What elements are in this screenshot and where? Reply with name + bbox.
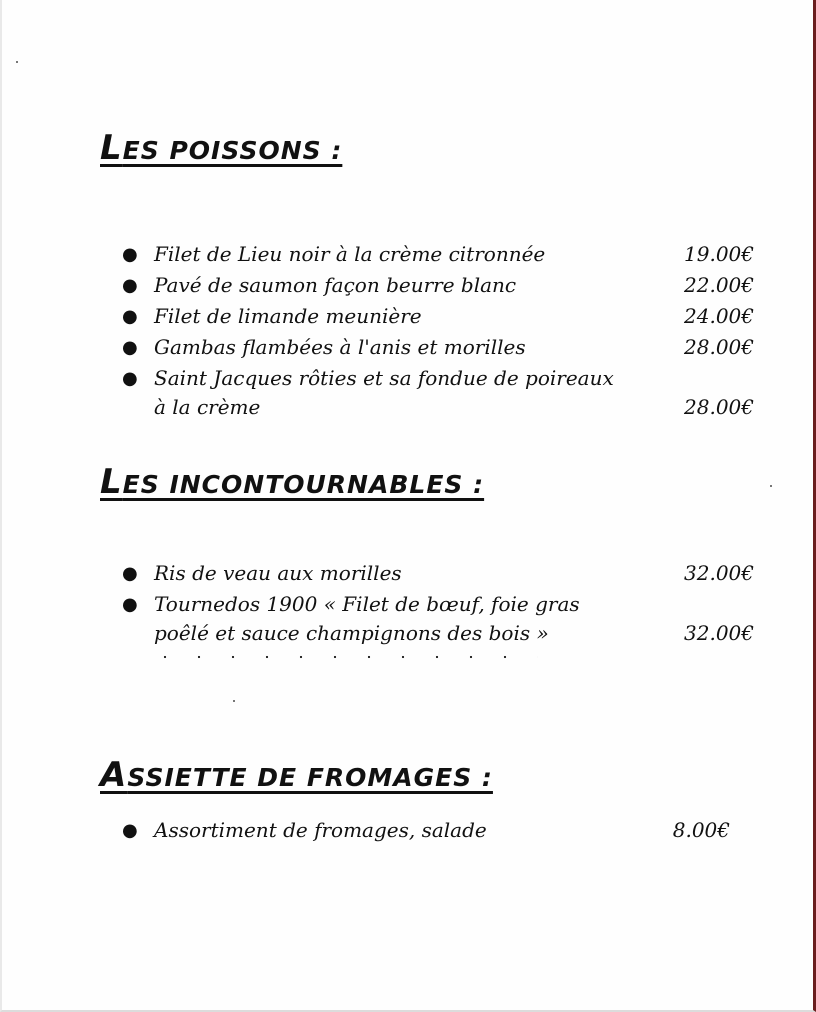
menu-item	[122, 816, 762, 845]
dish-name: Gambas flambées à l'anis et morilles	[154, 335, 526, 359]
bullet-icon: ●	[122, 337, 138, 358]
dish-name: Filet de Lieu noir à la crème citronnée	[154, 242, 546, 266]
menu-item	[122, 364, 762, 422]
bullet-icon: ●	[122, 820, 138, 841]
dish-price: 8.00€	[672, 818, 730, 842]
dish-name: Assortiment de fromages, salade	[154, 818, 487, 842]
dish-price: 28.00€	[684, 335, 754, 359]
bullet-icon: ●	[122, 563, 138, 584]
menu-item	[122, 240, 762, 269]
menu-item	[122, 590, 762, 648]
dish-price: 24.00€	[684, 304, 754, 328]
menu-item	[122, 271, 762, 300]
bullet-icon: ●	[122, 306, 138, 327]
dish-price: 32.00€	[684, 561, 754, 585]
bullet-icon: ●	[122, 594, 138, 615]
bullet-icon: ●	[122, 368, 138, 389]
dish-price: 22.00€	[684, 273, 754, 297]
dish-name: Pavé de saumon façon beurre blanc	[154, 273, 517, 297]
cut-off-text-remnant	[148, 655, 538, 659]
section-title-fromages: ASSIETTE DE FROMAGES :	[100, 755, 493, 795]
section-title-poissons: LES POISSONS :	[100, 128, 343, 168]
dish-price: 32.00€	[684, 621, 754, 645]
dish-price: 28.00€	[684, 395, 754, 419]
dish-name-continued: à la crème	[154, 395, 261, 419]
scan-speck	[770, 485, 772, 487]
dish-price: 19.00€	[684, 242, 754, 266]
menu-item	[122, 559, 762, 588]
bullet-icon: ●	[122, 275, 138, 296]
section-title-incontournables: LES INCONTOURNABLES :	[100, 462, 485, 502]
dish-name-continued: poêlé et sauce champignons des bois »	[154, 621, 549, 645]
dish-name: Ris de veau aux morilles	[154, 561, 402, 585]
scan-speck	[16, 61, 18, 63]
bullet-icon: ●	[122, 244, 138, 265]
menu-item	[122, 302, 762, 331]
dish-name: Filet de limande meunière	[154, 304, 422, 328]
dish-name: Tournedos 1900 « Filet de bœuf, foie gras	[154, 592, 580, 616]
menu-item	[122, 333, 762, 362]
scan-speck	[233, 700, 235, 702]
dish-name: Saint Jacques rôties et sa fondue de poireaux	[154, 366, 614, 390]
